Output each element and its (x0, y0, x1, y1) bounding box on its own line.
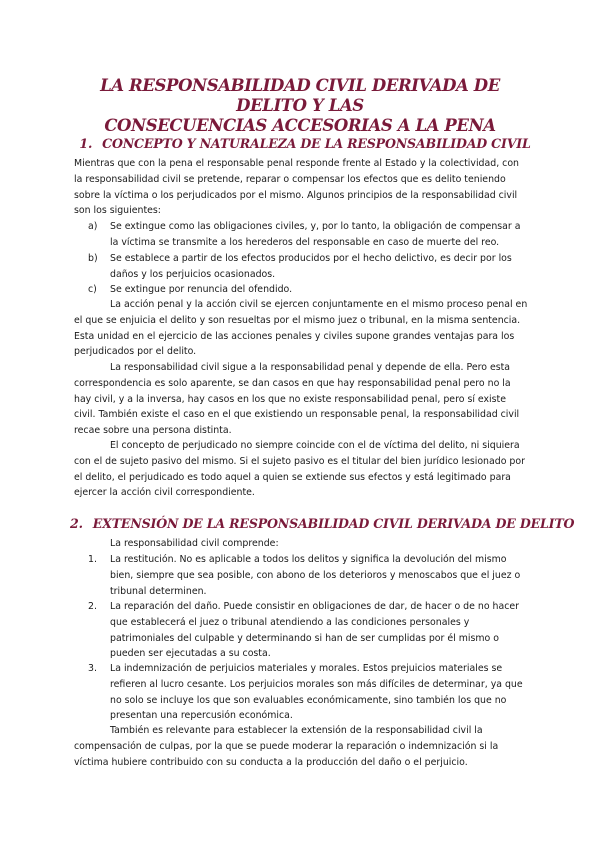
list-marker: 3. (88, 663, 97, 674)
list-text: Se extingue como las obligaciones civiles, y, por lo tanto, la obligación de compensar a la víctima se transmite a los herederos del responsable en caso de muerte del reo. (110, 221, 521, 248)
section-2-paragraph-1: También es relevante para establecer la extensión de la responsabilidad civil la compensación de culpas, por la que se puede moderar la reparación o indemnización si la víctima hubiere contribuido con su conducta a la producción del daño o el perjuicio. (74, 725, 499, 768)
list-text: La restitución. No es aplicable a todos los delitos y significa la devolución del mismo bien, siempre que sea posible, con abono de los deterioros y menoscabos que el juez o tribunal determinen. (110, 554, 521, 597)
section-2-title: EXTENSIÓN DE LA RESPONSABILIDAD CIVIL DERIVADA DE DELITO (92, 516, 575, 531)
section-2-intro: La responsabilidad civil comprende: (110, 538, 279, 549)
section-1-number: 1. (79, 136, 93, 151)
list-marker: 1. (88, 554, 97, 565)
list-marker: 2. (88, 601, 97, 612)
list-text: La indemnización de perjuicios materiales y morales. Estos prejuicios materiales se refieren al lucro cesante. Los perjuicios morales son más difíciles de determinar, ya que no solo se incluye los que son evaluables económicamente, sino también los que no presentan una repercusión económica. (110, 663, 523, 722)
section-1-title: CONCEPTO Y NATURALEZA DE LA RESPONSABILIDAD CIVIL (102, 136, 531, 151)
section-1-paragraph-1: La acción penal y la acción civil se ejercen conjuntamente en el mismo proceso penal en el que se enjuicia el delito y son resueltas por el mismo juez o tribunal, en la misma sentencia. Esta unidad en el ejercicio de las acciones penales y civiles supone grandes ventajas para los perjudicados por el delito. (74, 299, 528, 358)
title-line-2: CONSECUENCIAS ACCESORIAS A LA PENA (104, 116, 496, 135)
section-2-number: 2. (70, 516, 83, 531)
section-2-heading (70, 516, 575, 532)
document-title (70, 76, 530, 136)
section-1-intro: Mientras que con la pena el responsable penal responde frente al Estado y la colectividad, con la responsabilidad civil se pretende, reparar o compensar los efectos que es delito teniendo sobre la víctima o los perjudicados por el mismo. Algunos principios de la responsabilidad civil son los siguientes: (74, 158, 519, 217)
title-line-1: LA RESPONSABILIDAD CIVIL DERIVADA DE DELITO Y LAS (100, 76, 500, 115)
list-text: La reparación del daño. Puede consistir en obligaciones de dar, de hacer o de no hacer que establecerá el juez o tribunal atendiendo a las condiciones personales y patrimoniales del culpable y determinando si han de ser cumplidas por él mismo o pueden ser ejecutadas a su costa. (110, 601, 520, 660)
list-text: Se extingue por renuncia del ofendido. (110, 284, 293, 295)
list-marker: b) (88, 253, 98, 264)
list-marker: a) (88, 221, 98, 232)
list-text: Se establece a partir de los efectos producidos por el hecho delictivo, es decir por los daños y los perjuicios ocasionados. (110, 253, 512, 280)
section-1-paragraph-2: La responsabilidad civil sigue a la responsabilidad penal y depende de ella. Pero esta correspondencia es solo aparente, se dan casos en que hay responsabilidad penal pero no la hay civil, y a la inversa, hay casos en los que no existe responsabilidad penal, pero sí existe civil. También existe el caso en el que existiendo un responsable penal, la responsabilidad civil recae sobre una persona distinta. (74, 362, 520, 437)
section-1-paragraph-3: El concepto de perjudicado no siempre coincide con el de víctima del delito, ni siquiera con el de sujeto pasivo del mismo. Si el sujeto pasivo es el titular del bien jurídico lesionado por el delito, el perjudicado es todo aquel a quien se extiende sus efectos y está legitimado para ejercer la acción civil correspondiente. (74, 440, 525, 499)
section-1-heading (70, 136, 540, 152)
list-marker: c) (88, 284, 97, 295)
